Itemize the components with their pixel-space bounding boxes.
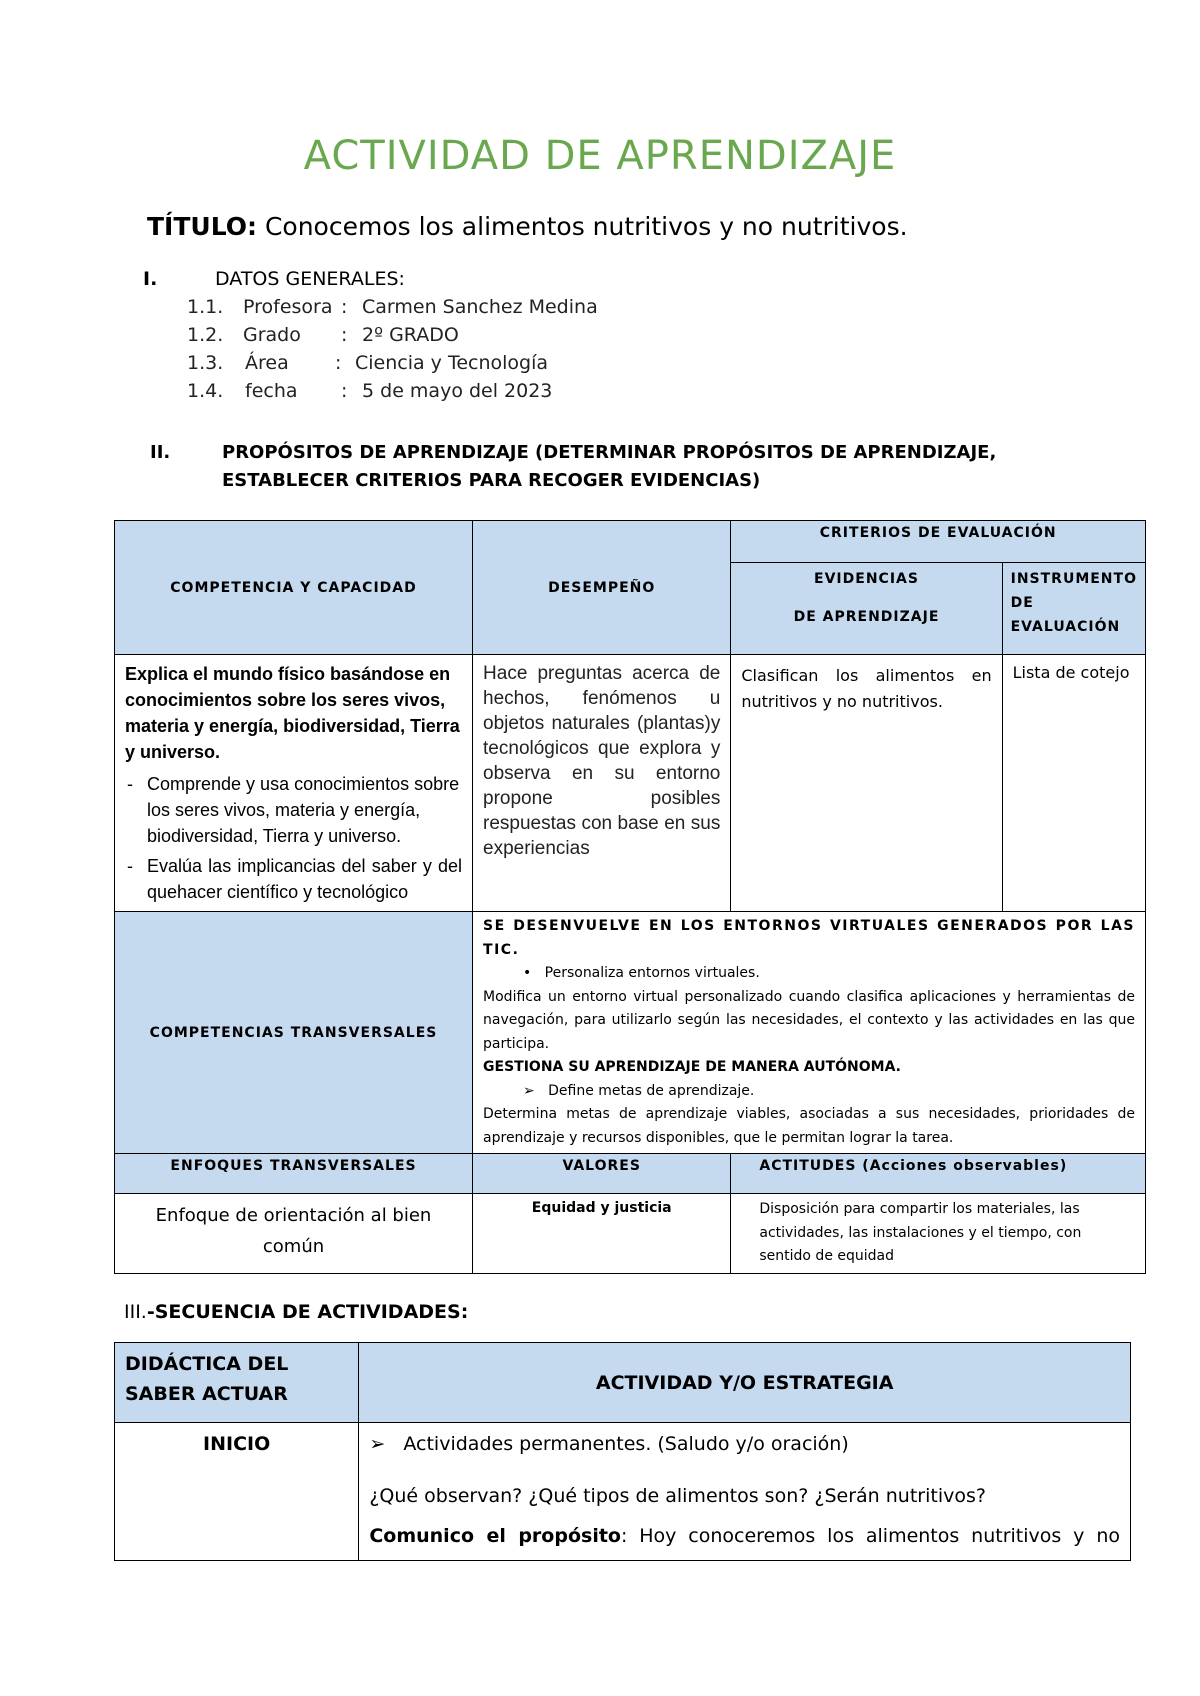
row-label: Grado xyxy=(243,324,301,346)
section-number: I. xyxy=(143,268,158,290)
header-didactica: DIDÁCTICA DEL SABER ACTUAR xyxy=(115,1343,359,1423)
header-evidencias-line1: EVIDENCIAS xyxy=(814,571,919,587)
page-title: ACTIVIDAD DE APRENDIZAJE xyxy=(303,133,897,179)
inicio-cell: INICIO xyxy=(115,1423,359,1561)
activity-title-label: TÍTULO: xyxy=(147,212,257,241)
header-evidencias-line2: DE APRENDIZAJE xyxy=(793,609,940,625)
valor-cell: Equidad y justicia xyxy=(473,1194,731,1274)
instrumento-cell: Lista de cotejo xyxy=(1002,655,1145,912)
header-desempeno: DESEMPEÑO xyxy=(473,521,731,655)
questions-text: ¿Qué observan? ¿Qué tipos de alimentos son? ¿Serán nutritivos? xyxy=(369,1485,986,1507)
row-number: 1.3. xyxy=(187,352,224,374)
list-item: - Evalúa las implicancias del saber y del quehacer científico y tecnológico xyxy=(147,853,462,905)
gestiona-bullet: ➢ Define metas de aprendizaje. xyxy=(523,1082,755,1099)
competencia-text: Explica el mundo físico basándose en conocimientos sobre los seres vivos, materia y energía, biodiversidad, Tierra y universo. xyxy=(125,664,460,762)
header-actividad: ACTIVIDAD Y/O ESTRATEGIA xyxy=(359,1343,1131,1423)
row-separator: : xyxy=(335,352,342,374)
row-value: Ciencia y Tecnología xyxy=(355,352,549,374)
header-valores: VALORES xyxy=(473,1154,731,1194)
section-heading-line1: PROPÓSITOS DE APRENDIZAJE (DETERMINAR PROPÓSITOS DE APRENDIZAJE, xyxy=(222,442,997,463)
gestiona-text: Determina metas de aprendizaje viables, asociadas a sus necesidades, prioridades de aprendizaje y recursos disponibles, que le permitan lograr la tarea. xyxy=(483,1106,1135,1146)
row-separator: : xyxy=(341,324,348,346)
tic-title: SE DESENVUELVE EN LOS ENTORNOS VIRTUALES GENERADOS POR LAS TIC. xyxy=(483,918,1135,958)
section-number: II. xyxy=(150,442,171,463)
row-number: 1.2. xyxy=(187,324,224,346)
row-number: 1.1. xyxy=(187,296,224,318)
activity-title xyxy=(147,212,908,241)
list-item: - Comprende y usa conocimientos sobre los seres vivos, materia y energía, biodiversidad, Tierra y universo. xyxy=(147,771,462,849)
gestiona-title: GESTIONA SU APRENDIZAJE DE MANERA AUTÓNOMA. xyxy=(483,1059,901,1075)
competencia-cell xyxy=(115,655,473,912)
arrow-item-text: Actividades permanentes. (Saludo y/o oración) xyxy=(403,1433,849,1455)
tic-bullet: • Personaliza entornos virtuales. xyxy=(523,965,760,981)
capacidades-list xyxy=(125,771,462,905)
transversales-cell xyxy=(473,912,1146,1154)
evidencia-cell: Clasifican los alimentos en nutritivos y no nutritivos. xyxy=(731,655,1002,912)
enfoque-cell: Enfoque de orientación al bien común xyxy=(115,1194,473,1274)
desempeno-cell: Hace preguntas acerca de hechos, fenómenos u objetos naturales (plantas)y tecnológicos que explora y observa en su entorno propone posibles respuestas con base en sus experiencias xyxy=(473,655,731,912)
header-competencias-transversales: COMPETENCIAS TRANSVERSALES xyxy=(115,912,473,1154)
section-heading: DATOS GENERALES: xyxy=(215,268,405,290)
header-enfoques: ENFOQUES TRANSVERSALES xyxy=(115,1154,473,1194)
row-separator: : xyxy=(341,296,348,318)
row-number: 1.4. xyxy=(187,380,224,402)
header-evidencias xyxy=(731,563,1002,655)
row-separator: : xyxy=(341,380,348,402)
row-value: Carmen Sanchez Medina xyxy=(362,296,598,318)
tic-bullet-text: Personaliza entornos virtuales. xyxy=(544,965,760,981)
row-value: 5 de mayo del 2023 xyxy=(362,380,553,402)
gestiona-bullet-text: Define metas de aprendizaje. xyxy=(548,1082,755,1099)
arrow-item: ➢ Actividades permanentes. (Saludo y/o oración) xyxy=(369,1433,849,1455)
proposito-line xyxy=(369,1525,1120,1547)
activities-table xyxy=(114,1342,1131,1561)
proposito-label: Comunico el propósito xyxy=(369,1525,621,1547)
section-heading: -SECUENCIA DE ACTIVIDADES: xyxy=(146,1301,469,1323)
header-criterios: CRITERIOS DE EVALUACIÓN xyxy=(731,521,1146,563)
inicio-activity-cell xyxy=(359,1423,1131,1561)
actitud-cell: Disposición para compartir los materiales, las actividades, las instalaciones y el tiempo, con sentido de equidad xyxy=(731,1194,1146,1274)
header-actitudes: ACTITUDES (Acciones observables) xyxy=(731,1154,1146,1194)
activity-title-text: Conocemos los alimentos nutritivos y no nutritivos. xyxy=(264,212,908,241)
section-number: III. xyxy=(124,1301,147,1323)
row-label: Profesora xyxy=(243,296,333,318)
row-value: 2º GRADO xyxy=(362,324,459,346)
row-label: fecha xyxy=(245,380,298,402)
section-heading-line2: ESTABLECER CRITERIOS PARA RECOGER EVIDENCIAS) xyxy=(222,470,761,491)
proposito-text: : Hoy conoceremos los alimentos nutritivos y no xyxy=(620,1525,1120,1547)
tic-text: Modifica un entorno virtual personalizado cuando clasifica aplicaciones y herramientas de navegación, para utilizarlo según las necesidades, el contexto y las actividades en las que participa. xyxy=(483,988,1135,1052)
purposes-table xyxy=(114,520,1146,1274)
row-label: Área xyxy=(245,352,289,374)
header-competencia: COMPETENCIA Y CAPACIDAD xyxy=(115,521,473,655)
section-secuencia-heading xyxy=(124,1301,468,1323)
header-instrumento: INSTRUMENTO DE EVALUACIÓN xyxy=(1002,563,1145,655)
